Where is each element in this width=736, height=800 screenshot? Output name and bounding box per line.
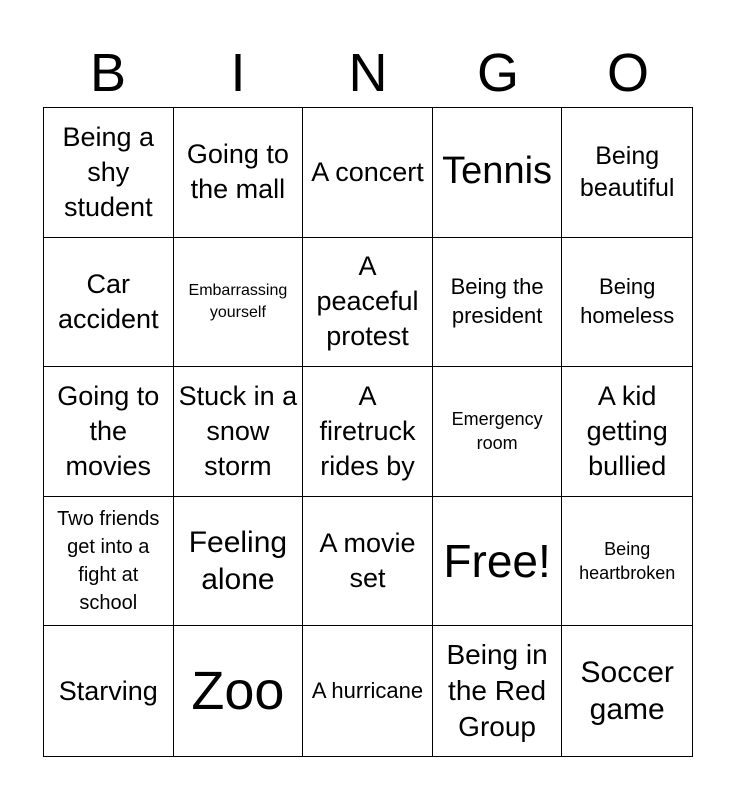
- bingo-cell[interactable]: [44, 367, 174, 497]
- bingo-cell[interactable]: [303, 367, 433, 497]
- cell-text: Free!: [443, 534, 551, 587]
- cell-text: Zoo: [191, 660, 285, 721]
- cell-text: A firetruck rides by: [319, 380, 416, 482]
- cell-text: Being homeless: [580, 274, 675, 328]
- bingo-cell[interactable]: [44, 238, 174, 368]
- cell-text: Stuck in a snow storm: [178, 380, 298, 482]
- cell-text: Going to the movies: [57, 380, 160, 482]
- cell-text: Going to the mall: [186, 139, 289, 205]
- cell-text: A hurricane: [311, 677, 424, 703]
- bingo-header: [43, 38, 693, 108]
- cell-text: Feeling alone: [188, 525, 288, 597]
- bingo-cell[interactable]: [433, 238, 563, 368]
- bingo-cell[interactable]: [174, 108, 304, 238]
- bingo-cell[interactable]: [562, 367, 692, 497]
- bingo-cell[interactable]: [174, 367, 304, 497]
- cell-text: Emergency room: [451, 409, 543, 454]
- bingo-cell[interactable]: [174, 238, 304, 368]
- header-letter-i: I: [230, 43, 246, 103]
- bingo-cell[interactable]: [303, 238, 433, 368]
- bingo-cell[interactable]: [174, 497, 304, 627]
- cell-text: Embarrassing yourself: [188, 281, 288, 321]
- cell-text: Being beautiful: [579, 141, 675, 203]
- bingo-cell[interactable]: [44, 108, 174, 238]
- bingo-cell[interactable]: [433, 626, 563, 756]
- cell-text: A movie set: [319, 528, 416, 594]
- bingo-cell[interactable]: [433, 367, 563, 497]
- bingo-cell[interactable]: [562, 238, 692, 368]
- bingo-cell[interactable]: [174, 626, 304, 756]
- cell-text: A peaceful protest: [316, 251, 419, 352]
- cell-text: A kid getting bullied: [586, 380, 668, 482]
- cell-text: Being heartbroken: [579, 538, 676, 584]
- bingo-cell[interactable]: [303, 497, 433, 627]
- bingo-cell[interactable]: [433, 497, 563, 627]
- bingo-cell[interactable]: [303, 108, 433, 238]
- bingo-cell[interactable]: [44, 626, 174, 756]
- header-letter-o: O: [606, 43, 649, 103]
- bingo-grid: [43, 107, 693, 757]
- cell-text: Tennis: [442, 150, 553, 193]
- cell-text: Two friends get into a fight at school: [57, 508, 160, 615]
- bingo-cell[interactable]: [44, 497, 174, 627]
- bingo-cell[interactable]: [303, 626, 433, 756]
- cell-text: Car accident: [58, 268, 159, 334]
- header-letter-g: G: [476, 43, 519, 103]
- cell-text: Being the president: [450, 274, 544, 328]
- cell-text: Being a shy student: [62, 121, 155, 222]
- bingo-cell[interactable]: [562, 108, 692, 238]
- cell-text: A concert: [311, 156, 424, 187]
- cell-text: Being in the Red Group: [446, 638, 548, 743]
- bingo-cell[interactable]: [433, 108, 563, 238]
- cell-text: Soccer game: [580, 655, 674, 727]
- cell-text: Starving: [58, 675, 158, 706]
- header-letter-n: N: [348, 43, 388, 103]
- bingo-cell[interactable]: [562, 626, 692, 756]
- header-letter-b: B: [89, 43, 127, 103]
- bingo-cell[interactable]: [562, 497, 692, 627]
